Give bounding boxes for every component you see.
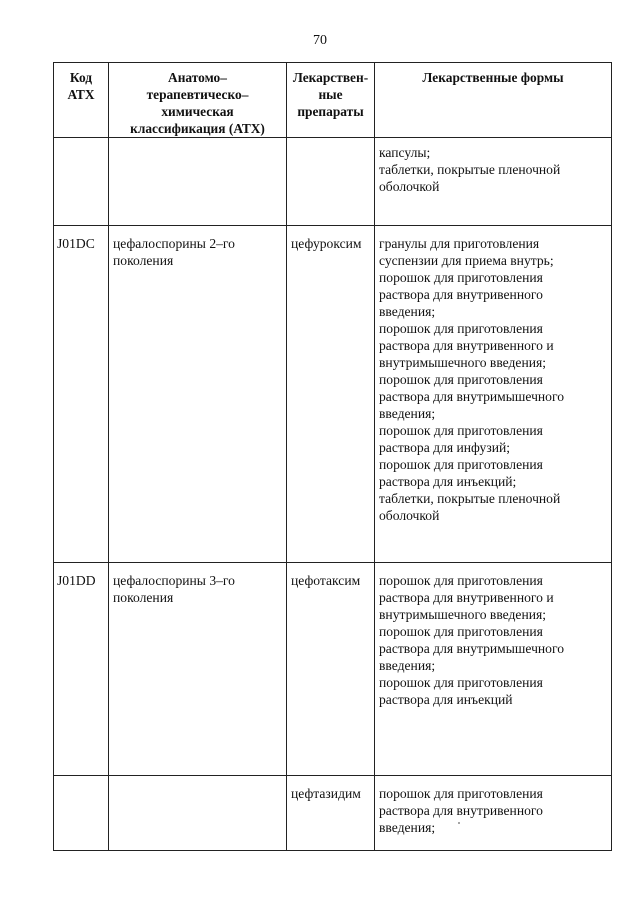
classification-line: цефалоспорины 3–го	[113, 573, 235, 588]
form-line: порошок для приготовления	[379, 573, 543, 588]
form-line: порошок для приготовления	[379, 372, 543, 387]
form-line: раствора для внутривенного и	[379, 338, 554, 353]
header-classification-line: химическая	[161, 104, 234, 119]
table-row	[54, 138, 612, 226]
cell-drug: цефотаксим	[287, 563, 375, 776]
form-line: раствора для инфузий;	[379, 440, 511, 455]
form-line: порошок для приготовления	[379, 675, 543, 690]
header-code	[54, 63, 109, 138]
form-line: порошок для приготовления	[379, 423, 543, 438]
header-drugs-line: Лекарствен-	[292, 70, 369, 85]
header-classification-line: классификация (АТХ)	[130, 121, 265, 136]
header-forms	[375, 63, 612, 138]
form-line: введения;	[379, 406, 436, 421]
drug-table	[53, 62, 612, 851]
table-header-row	[54, 63, 612, 138]
form-line: раствора для внутримышечного	[379, 641, 565, 656]
table-row	[54, 776, 612, 851]
form-line: введения;	[379, 820, 436, 835]
cell-forms	[375, 563, 612, 776]
header-classification-line: Анатомо–	[168, 70, 227, 85]
cell-forms	[375, 226, 612, 563]
form-line: раствора для инъекций;	[379, 474, 517, 489]
cell-drug: цефтазидим	[287, 776, 375, 851]
cell-code: J01DC	[54, 226, 109, 563]
form-line: таблетки, покрытые пленочной	[379, 162, 561, 177]
cell-drug: цефуроксим	[287, 226, 375, 563]
form-line: раствора для внутривенного	[379, 287, 543, 302]
form-line: раствора для внутривенного и	[379, 590, 554, 605]
form-line: капсулы;	[379, 145, 431, 160]
form-line: порошок для приготовления	[379, 270, 543, 285]
form-line: введения;	[379, 658, 436, 673]
form-line: введения;	[379, 304, 436, 319]
scan-speck	[458, 822, 460, 824]
page-number: 70	[313, 33, 327, 48]
classification-line: поколения	[113, 590, 174, 605]
cell-classification	[109, 776, 287, 851]
cell-forms	[375, 776, 612, 851]
form-line: оболочкой	[379, 179, 440, 194]
header-forms-line: Лекарственные формы	[422, 70, 564, 85]
classification-line: цефалоспорины 2–го	[113, 236, 235, 251]
header-code-line: Код	[69, 70, 93, 85]
cell-code	[54, 138, 109, 226]
table-row	[54, 563, 612, 776]
form-line: таблетки, покрытые пленочной	[379, 491, 561, 506]
form-line: внутримышечного введения;	[379, 355, 547, 370]
table-row	[54, 226, 612, 563]
form-line: суспензии для приема внутрь;	[379, 253, 554, 268]
form-line: внутримышечного введения;	[379, 607, 547, 622]
cell-code	[54, 776, 109, 851]
form-line: порошок для приготовления	[379, 786, 543, 801]
form-line: гранулы для приготовления	[379, 236, 540, 251]
form-line: раствора для внутривенного	[379, 803, 543, 818]
header-drugs-line: препараты	[297, 104, 364, 119]
header-drugs-line: ные	[318, 87, 343, 102]
form-line: раствора для внутримышечного	[379, 389, 565, 404]
cell-forms	[375, 138, 612, 226]
form-line: порошок для приготовления	[379, 457, 543, 472]
form-line: раствора для инъекций	[379, 692, 513, 707]
cell-classification	[109, 563, 287, 776]
form-line: порошок для приготовления	[379, 624, 543, 639]
header-classification	[109, 63, 287, 138]
cell-drug	[287, 138, 375, 226]
header-classification-line: терапевтическо–	[146, 87, 249, 102]
form-line: оболочкой	[379, 508, 440, 523]
form-line: порошок для приготовления	[379, 321, 543, 336]
header-drugs	[287, 63, 375, 138]
cell-code: J01DD	[54, 563, 109, 776]
classification-line: поколения	[113, 253, 174, 268]
header-code-line: АТХ	[67, 87, 95, 102]
cell-classification	[109, 138, 287, 226]
cell-classification	[109, 226, 287, 563]
